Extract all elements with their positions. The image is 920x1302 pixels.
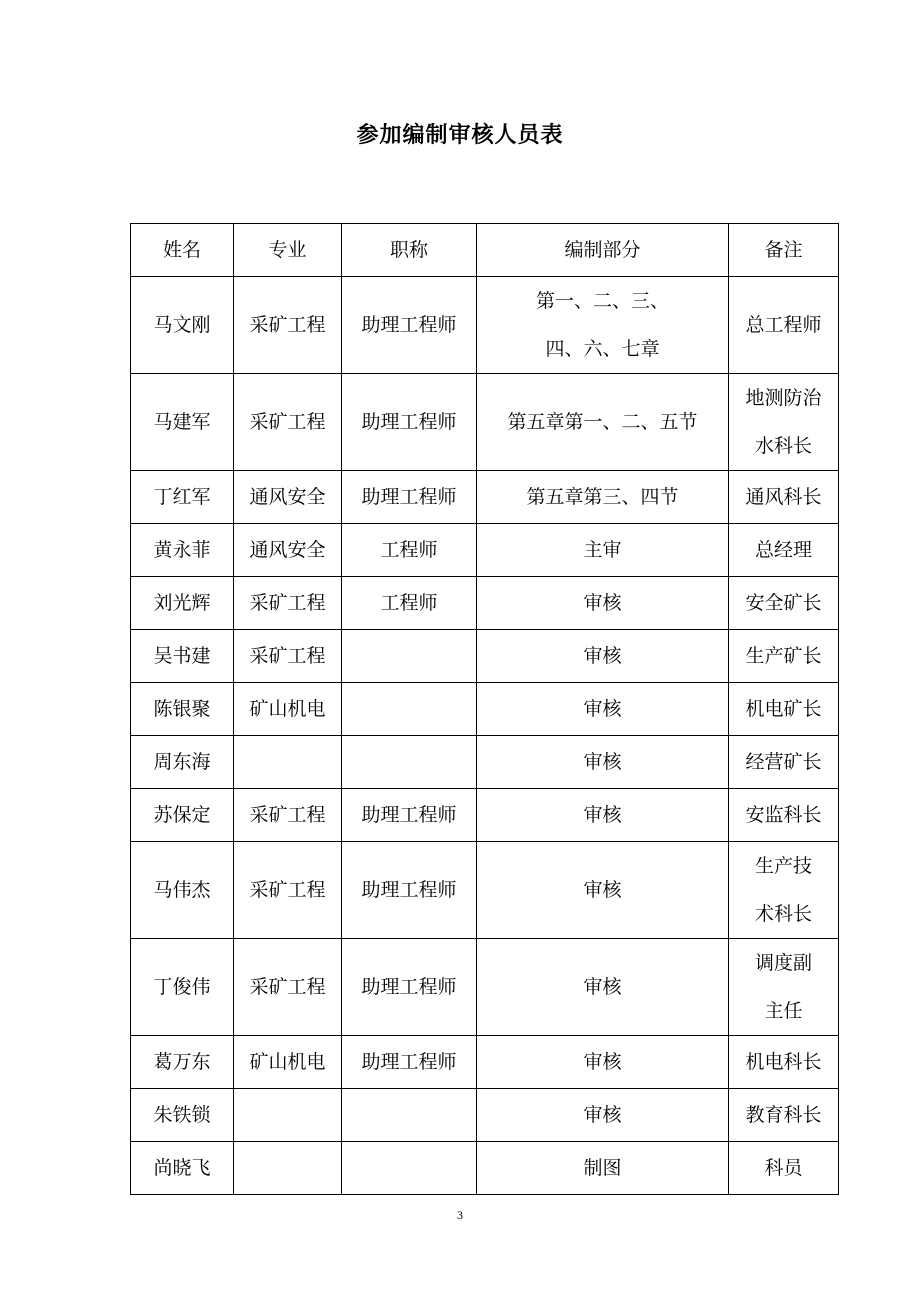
page-title: 参加编制审核人员表	[356, 123, 564, 148]
cell-note: 通风科长	[729, 471, 839, 524]
cell-part: 审核	[477, 736, 729, 789]
header-title: 职称	[342, 224, 477, 277]
cell-name: 马建军	[131, 374, 234, 471]
table-row	[131, 1036, 839, 1089]
cell-part: 第五章第一、二、五节	[477, 374, 729, 471]
cell-name: 丁红军	[131, 471, 234, 524]
cell-major	[234, 736, 342, 789]
cell-name: 周东海	[131, 736, 234, 789]
cell-title	[342, 1142, 477, 1195]
table-row	[131, 277, 839, 374]
cell-note: 安全矿长	[729, 577, 839, 630]
cell-name: 丁俊伟	[131, 939, 234, 1036]
table-row	[131, 683, 839, 736]
table-row	[131, 524, 839, 577]
cell-title: 助理工程师	[342, 939, 477, 1036]
cell-note: 教育科长	[729, 1089, 839, 1142]
cell-note: 总经理	[729, 524, 839, 577]
cell-name: 刘光辉	[131, 577, 234, 630]
cell-title: 助理工程师	[342, 842, 477, 939]
table-row	[131, 736, 839, 789]
table-row	[131, 471, 839, 524]
cell-note: 地测防治 水科长	[729, 374, 839, 471]
cell-part: 审核	[477, 789, 729, 842]
cell-title: 助理工程师	[342, 277, 477, 374]
cell-part: 审核	[477, 939, 729, 1036]
cell-name: 陈银聚	[131, 683, 234, 736]
cell-part: 审核	[477, 630, 729, 683]
cell-title	[342, 683, 477, 736]
cell-note: 生产技 术科长	[729, 842, 839, 939]
cell-part: 第五章第三、四节	[477, 471, 729, 524]
cell-title: 工程师	[342, 577, 477, 630]
cell-major: 采矿工程	[234, 630, 342, 683]
table-row	[131, 789, 839, 842]
cell-part: 第一、二、三、 四、六、七章	[477, 277, 729, 374]
table-row	[131, 939, 839, 1036]
cell-major: 通风安全	[234, 471, 342, 524]
cell-major	[234, 1142, 342, 1195]
table-row	[131, 1089, 839, 1142]
cell-title	[342, 736, 477, 789]
cell-major: 采矿工程	[234, 374, 342, 471]
cell-note: 生产矿长	[729, 630, 839, 683]
cell-name: 朱铁锁	[131, 1089, 234, 1142]
cell-name: 尚晓飞	[131, 1142, 234, 1195]
table-row	[131, 577, 839, 630]
cell-name: 吴书建	[131, 630, 234, 683]
cell-name: 马伟杰	[131, 842, 234, 939]
header-major: 专业	[234, 224, 342, 277]
cell-title: 工程师	[342, 524, 477, 577]
cell-note: 安监科长	[729, 789, 839, 842]
cell-major: 采矿工程	[234, 842, 342, 939]
header-name: 姓名	[131, 224, 234, 277]
cell-major: 采矿工程	[234, 939, 342, 1036]
personnel-table	[130, 223, 839, 1195]
cell-note: 机电矿长	[729, 683, 839, 736]
page-number: 3	[457, 1208, 463, 1222]
cell-part: 审核	[477, 1089, 729, 1142]
cell-note: 科员	[729, 1142, 839, 1195]
cell-part: 制图	[477, 1142, 729, 1195]
cell-part: 审核	[477, 1036, 729, 1089]
cell-major	[234, 1089, 342, 1142]
cell-title: 助理工程师	[342, 789, 477, 842]
cell-note: 机电科长	[729, 1036, 839, 1089]
cell-note: 经营矿长	[729, 736, 839, 789]
cell-major: 采矿工程	[234, 789, 342, 842]
cell-name: 苏保定	[131, 789, 234, 842]
cell-title: 助理工程师	[342, 1036, 477, 1089]
table-row	[131, 630, 839, 683]
cell-title	[342, 1089, 477, 1142]
cell-note: 调度副 主任	[729, 939, 839, 1036]
cell-part: 主审	[477, 524, 729, 577]
table-row	[131, 842, 839, 939]
table-header-row	[131, 224, 839, 277]
cell-part: 审核	[477, 842, 729, 939]
header-part: 编制部分	[477, 224, 729, 277]
cell-name: 葛万东	[131, 1036, 234, 1089]
cell-major: 矿山机电	[234, 683, 342, 736]
cell-major: 矿山机电	[234, 1036, 342, 1089]
cell-part: 审核	[477, 683, 729, 736]
cell-name: 马文刚	[131, 277, 234, 374]
cell-major: 采矿工程	[234, 277, 342, 374]
cell-major: 通风安全	[234, 524, 342, 577]
cell-major: 采矿工程	[234, 577, 342, 630]
table-row	[131, 374, 839, 471]
cell-title: 助理工程师	[342, 374, 477, 471]
cell-title	[342, 630, 477, 683]
cell-name: 黄永菲	[131, 524, 234, 577]
cell-part: 审核	[477, 577, 729, 630]
cell-note: 总工程师	[729, 277, 839, 374]
header-note: 备注	[729, 224, 839, 277]
table-row	[131, 1142, 839, 1195]
cell-title: 助理工程师	[342, 471, 477, 524]
